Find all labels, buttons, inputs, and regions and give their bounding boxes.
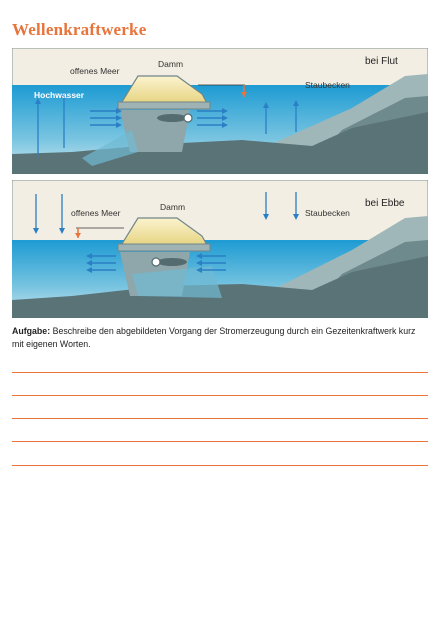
answer-line[interactable]	[12, 395, 428, 396]
diagram-flood	[12, 48, 428, 174]
label-dam: Damm	[158, 59, 184, 69]
ebb-illustration	[12, 180, 428, 318]
label-basin: Staubecken	[305, 80, 350, 90]
answer-line[interactable]	[12, 372, 428, 373]
label-dam: Damm	[160, 202, 186, 212]
answer-line[interactable]	[12, 418, 428, 419]
label-state-ebb: bei Ebbe	[365, 198, 405, 209]
task-body: Beschreibe den abgebildeten Vorgang der Stromerzeugung durch ein Gezeitenkraftwerk kurz mit eigenen Worten.	[12, 326, 416, 349]
turbine-icon	[157, 114, 187, 122]
answer-line[interactable]	[12, 441, 428, 442]
task-text	[12, 325, 428, 351]
diagram-ebb	[12, 180, 428, 318]
page-title: Wellenkraftwerke	[12, 20, 147, 39]
label-highwater: Hochwasser	[34, 90, 85, 100]
answer-line[interactable]	[12, 465, 428, 466]
label-open-sea: offenes Meer	[71, 208, 121, 218]
dam-cap	[118, 102, 210, 109]
label-state-flood: bei Flut	[365, 56, 398, 67]
dam-cap	[118, 244, 210, 251]
task-prefix: Aufgabe:	[12, 326, 51, 336]
label-basin: Staubecken	[305, 208, 350, 218]
turbine-icon	[157, 258, 187, 266]
label-open-sea: offenes Meer	[70, 66, 120, 76]
flood-illustration	[12, 48, 428, 174]
